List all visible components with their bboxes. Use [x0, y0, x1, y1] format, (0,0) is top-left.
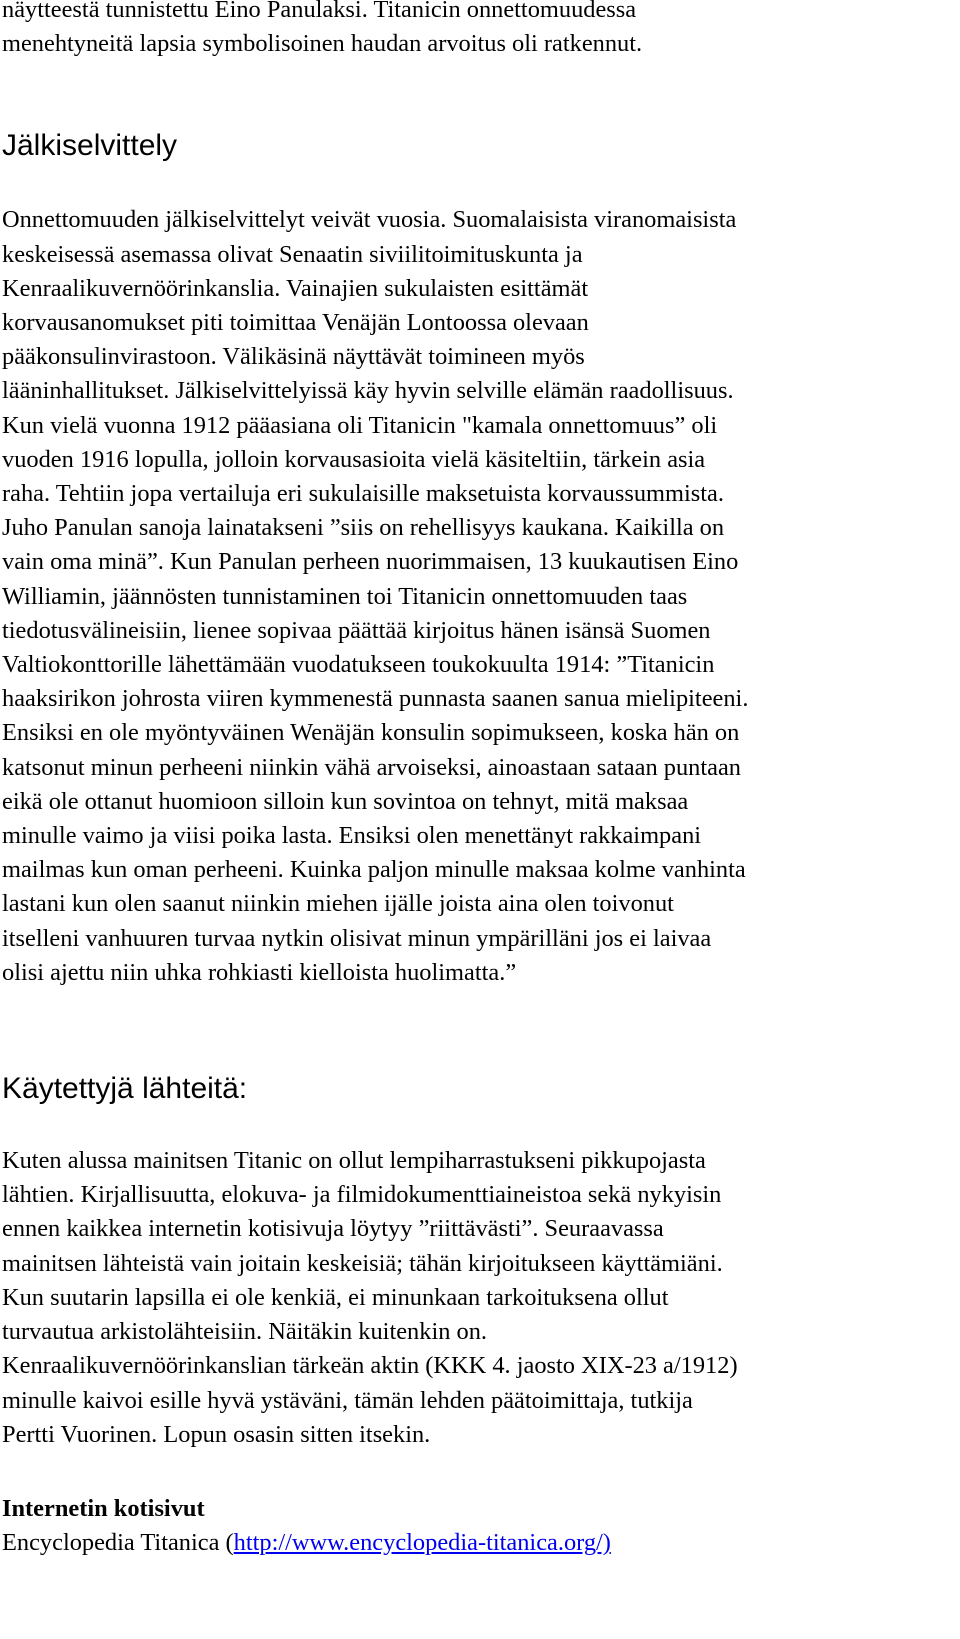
- encyclopedia-titanica-link[interactable]: http://www.encyclopedia-titanica.org/): [233, 1529, 611, 1557]
- heading-jalkiselvittely: Jälkiselvittely: [2, 129, 178, 163]
- heading-internet-sites: Internetin kotisivut: [2, 1494, 205, 1522]
- sources-paragraph: Kuten alussa mainitsen Titanic on ollut lempiharrastukseni pikkupojasta lähtien. Kirjallisuutta, elokuva- ja filmidokumenttiaineistoa sekä nykyisin ennen kaikkea internetin kotisivuja löytyy ”riittävästi”. Seuraavassa mainitsen lähteistä vain joitain keskeisiä; tähän kirjoitukseen käyttämiäni. Kun suutarin lapsilla ei ole kenkiä, ei minunkaan tarkoituksena ollut turvautua arkistolähteisiin. Näitäkin kuitenkin on. Kenraalikuvernöörinkanslian tärkeän aktin (KKK 4. jaosto XIX-23 a/1912) minulle kaivoi esille hyvä ystäväni, tämän lehden päätoimittaja, tutkija Pertti Vuorinen. Lopun osasin sitten itsekin.: [2, 1147, 738, 1448]
- heading-sources: Käytettyjä lähteitä:: [2, 1072, 248, 1106]
- web-entry-prefix: Encyclopedia Titanica (: [2, 1529, 234, 1557]
- followup-paragraph: Onnettomuuden jälkiselvittelyt veivät vuosia. Suomalaisista viranomaisista keskeisessä asemassa olivat Senaatin siviilitoimituskunta ja Kenraalikuvernöörinkanslia. Vainajien sukulaisten esittämät korvausanomukset piti toimittaa Venäjän Lontoossa olevaan pääkonsulinvirastoon. Välikäsinä näyttävät toimineen myös lääninhallitukset. Jälkiselvittelyissä käy hyvin selville elämän raadollisuus. Kun vielä vuonna 1912 pääasiana oli Titanicin "kamala onnettomuus” oli vuoden 1916 lopulla, jolloin korvausasioita vielä käsiteltiin, tärkein asia raha. Tehtiin jopa vertailuja eri sukulaisille maksetuista korvaussummista. Juho Panulan sanoja lainatakseni ”siis on rehellisyys kaukana. Kaikilla on vain oma minä”. Kun Panulan perheen nuorimmaisen, 13 kuukautisen Eino Williamin, jäännösten tunnistaminen toi Titanicin onnettomuuden taas tiedotusvälineisiin, lienee sopivaa päättää kirjoitus hänen isänsä Suomen Valtiokonttorille lähettämään vuodatukseen toukokuulta 1914: ”Titanicin haaksirikon johrosta viiren kymmenestä punnasta saanen sanua mielipiteeni. Ensiksi en ole myöntyväinen Wenäjän konsulin sopimukseen, koska hän on katsonut minun perheeni niinkin vähä arvoiseksi, ainoastaan sataan puntaan eikä ole ottanut huomioon silloin kun sovintoa on tehnyt, mitä maksaa minulle vaimo ja viisi poika lasta. Ensiksi olen menettänyt rakkaimpani mailmas kun oman perheeni. Kuinka paljon minulle maksaa kolme vanhinta lastani kun olen saanut niinkin miehen ijälle joista aina olen toivonut itselleni vanhuuren turvaa nytkin olisivat minun ympärilläni jos ei laivaa olisi ajettu niin uhka rohkiasti kielloista huolimatta.”: [2, 206, 749, 986]
- web-entry: [2, 1526, 960, 1560]
- intro-paragraph: näytteestä tunnistettu Eino Panulaksi. Titanicin onnettomuudessa menehtyneitä lapsia symbolisoinen haudan arvoitus oli ratkennut.: [2, 0, 643, 58]
